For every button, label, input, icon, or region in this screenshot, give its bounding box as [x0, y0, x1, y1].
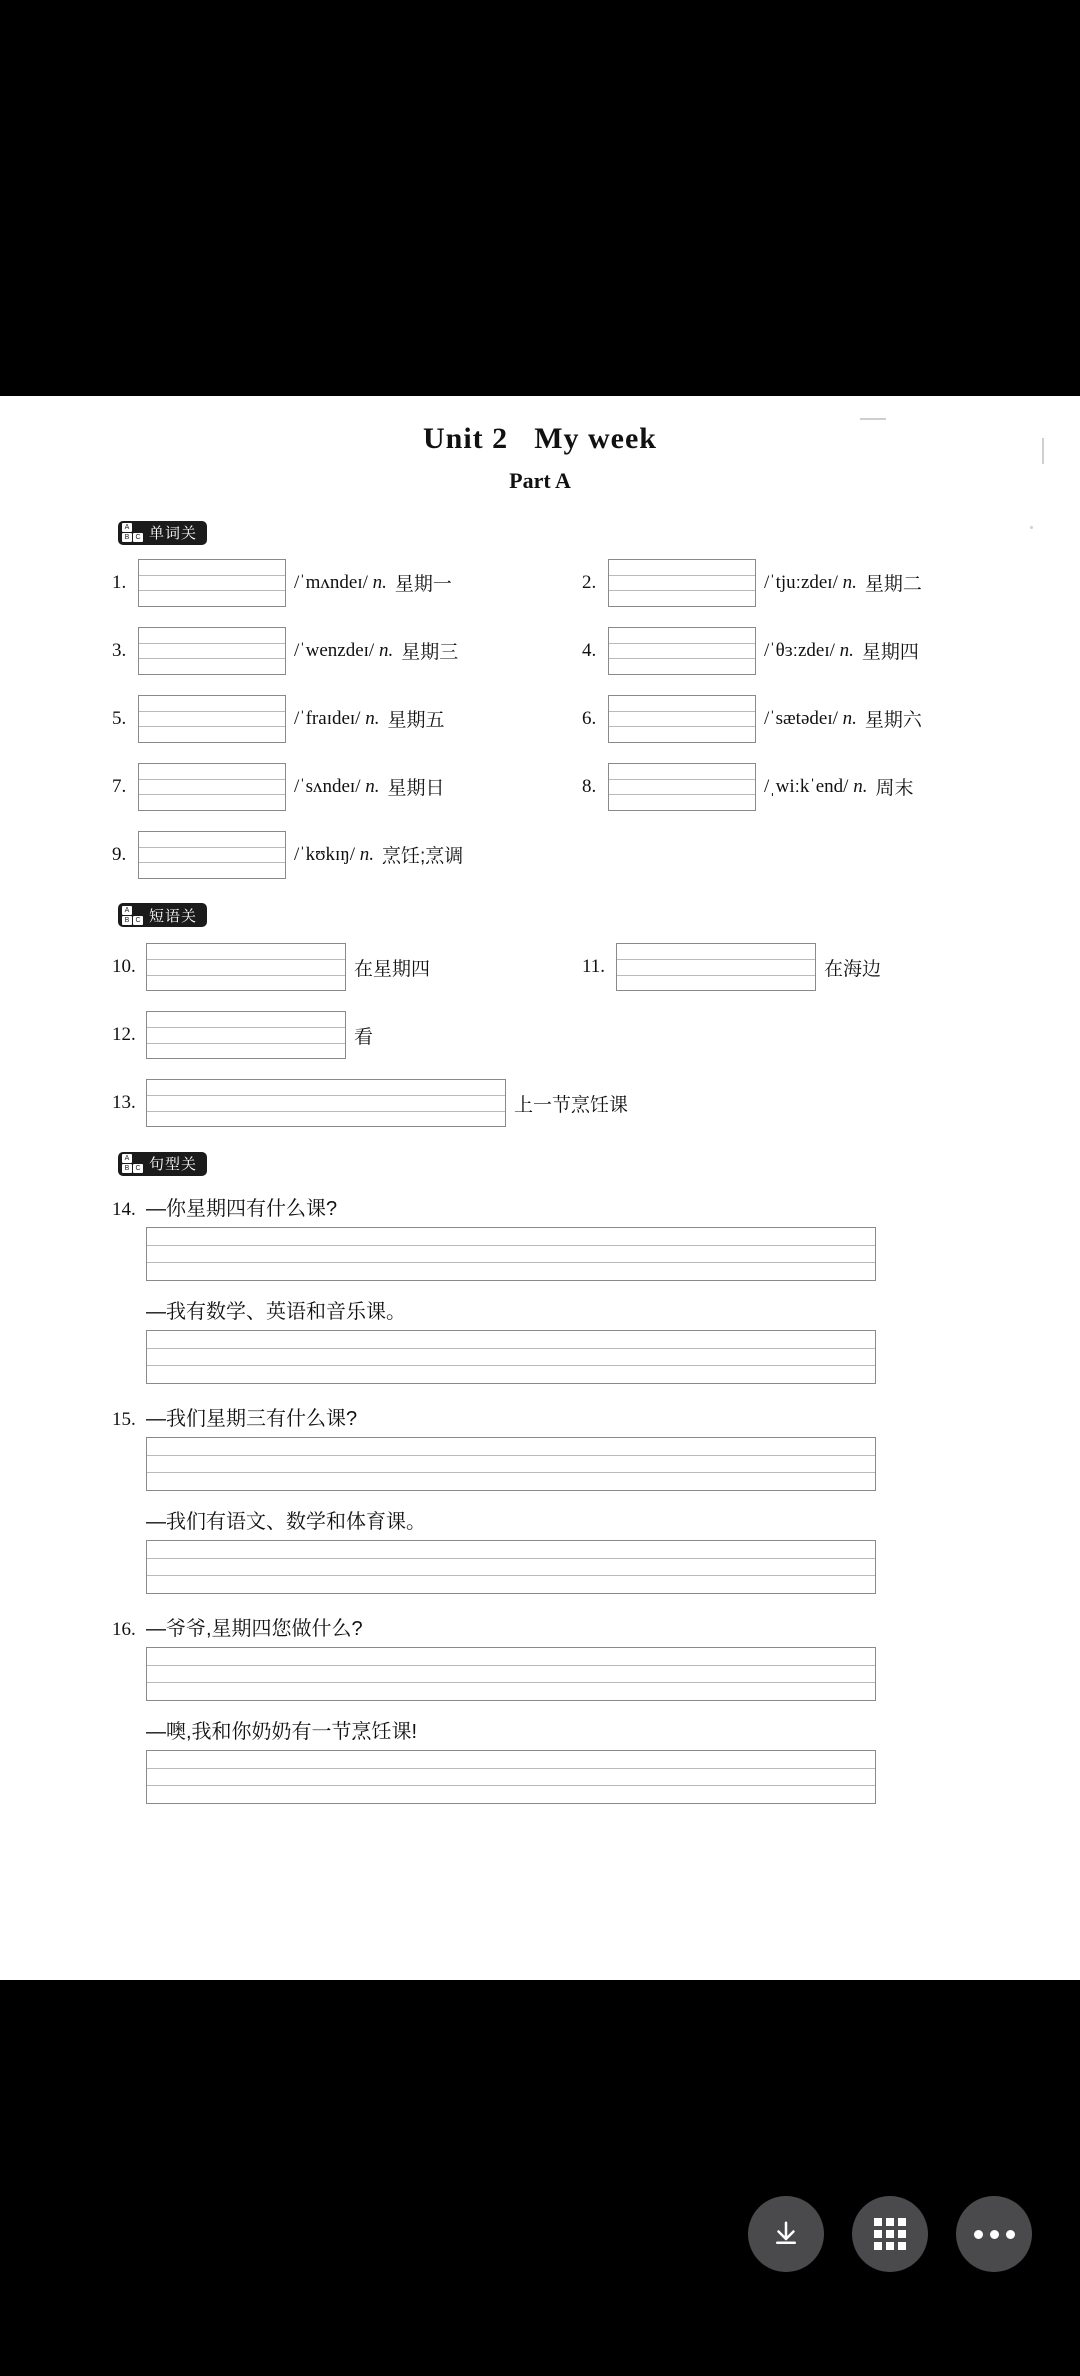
section-header-phrases [0, 899, 1080, 928]
page-edge-mark [860, 418, 886, 420]
word-row [112, 763, 1080, 811]
phrase-row [112, 1011, 1080, 1059]
item-number: 2. [582, 571, 597, 593]
phrase-item-10 [112, 943, 582, 991]
answer-blank[interactable] [146, 1647, 876, 1701]
part-title: Part A [509, 468, 571, 493]
more-options-button[interactable] [956, 2196, 1032, 2272]
chinese-meaning: 星期四 [861, 642, 919, 663]
phrase-item-12 [112, 1011, 373, 1059]
download-button[interactable] [748, 2196, 824, 2272]
item-number: 12. [112, 1024, 136, 1045]
chinese-meaning: 星期二 [864, 574, 922, 595]
section-header-words [0, 516, 1080, 545]
item-number: 3. [112, 639, 127, 661]
item-number: 6. [582, 707, 597, 729]
item-number: 7. [112, 775, 127, 797]
sentence-item-15 [112, 1402, 1080, 1594]
answer-lines[interactable] [146, 1647, 1080, 1701]
section-badge-phrases [118, 903, 207, 927]
answer-blank[interactable] [608, 695, 756, 743]
chinese-meaning: 星期一 [394, 574, 452, 595]
word-item-8 [582, 763, 1052, 811]
question-text: —你星期四有什么课? [146, 1197, 338, 1220]
phrase-row [112, 1079, 1080, 1127]
item-number: 14. [112, 1198, 136, 1220]
chinese-meaning: 上一节烹饪课 [514, 1094, 629, 1116]
word-row [112, 627, 1080, 675]
section-badge-label: 句型关 [149, 1156, 198, 1173]
answer-blank[interactable] [138, 831, 286, 879]
section-badge-label: 短语关 [149, 907, 198, 925]
word-row [112, 695, 1080, 743]
phonetic: /ˈfraɪdeɪ/ n. [294, 707, 380, 729]
sentence-question [112, 1612, 1080, 1641]
phonetic: /ˈsætədeɪ/ n. [764, 707, 857, 729]
item-number: 10. [112, 956, 136, 977]
item-number: 13. [112, 1092, 136, 1113]
word-item-7 [112, 763, 582, 811]
question-text: —我们星期三有什么课? [146, 1407, 358, 1430]
chinese-meaning: 在星期四 [354, 958, 431, 980]
phonetic: /ˈsʌndeɪ/ n. [294, 775, 380, 797]
phonetic: /ˈtjuːzdeɪ/ n. [764, 571, 857, 593]
word-list [0, 559, 1080, 879]
abc-icon: A B C [122, 523, 143, 542]
more-icon [974, 2230, 1015, 2239]
section-badge-label: 单词关 [149, 525, 198, 542]
item-number: 8. [582, 775, 597, 797]
phrase-list [0, 943, 1080, 1127]
unit-name: My week [534, 422, 657, 455]
sentence-list [0, 1192, 1080, 1804]
chinese-meaning: 星期五 [387, 710, 445, 731]
word-row [112, 831, 1080, 879]
phonetic: /ˌwiːkˈend/ n. [764, 775, 868, 797]
page-edge-mark [1030, 526, 1033, 529]
sentence-answer: —噢,我和你奶奶有一节烹饪课! [146, 1720, 418, 1743]
item-number: 16. [112, 1618, 136, 1640]
phonetic: /ˈmʌndeɪ/ n. [294, 571, 387, 593]
item-number: 15. [112, 1408, 136, 1430]
chinese-meaning: 星期日 [387, 778, 445, 799]
abc-icon: A B C [122, 1154, 143, 1173]
sentence-question [112, 1402, 1080, 1431]
answer-blank[interactable] [146, 1750, 876, 1804]
answer-blank[interactable] [146, 1437, 876, 1491]
word-item-1 [112, 559, 582, 607]
answer-blank[interactable] [146, 1540, 876, 1594]
answer-lines[interactable] [146, 1540, 1080, 1594]
phrase-row [112, 943, 1080, 991]
word-item-6 [582, 695, 1052, 743]
phrase-item-11 [582, 943, 881, 991]
chinese-meaning: 星期三 [401, 642, 459, 663]
answer-blank[interactable] [146, 1330, 876, 1384]
answer-blank[interactable] [138, 627, 286, 675]
phonetic: /ˈkʊkɪŋ/ n. [294, 843, 374, 865]
answer-blank[interactable] [138, 763, 286, 811]
unit-label: Unit 2 [423, 422, 509, 455]
answer-blank[interactable] [146, 1011, 346, 1059]
answer-blank[interactable] [608, 627, 756, 675]
phonetic: /ˈθɜːzdeɪ/ n. [764, 639, 854, 661]
chinese-meaning: 周末 [875, 778, 914, 799]
page-title [0, 396, 1080, 456]
item-number: 1. [112, 571, 127, 593]
section-badge-words [118, 521, 207, 545]
grid-icon [874, 2218, 906, 2250]
answer-lines[interactable] [146, 1750, 1080, 1804]
answer-blank[interactable] [146, 1227, 876, 1281]
answer-blank[interactable] [138, 559, 286, 607]
chinese-meaning: 在海边 [824, 958, 882, 980]
download-icon [771, 2219, 801, 2249]
sentence-answer: —我们有语文、数学和体育课。 [146, 1510, 426, 1533]
section-badge-sentences [118, 1152, 207, 1176]
abc-icon: A B C [122, 906, 143, 925]
chinese-meaning: 星期六 [864, 710, 922, 731]
answer-blank[interactable] [608, 559, 756, 607]
phonetic: /ˈwenzdeɪ/ n. [294, 639, 394, 661]
item-number: 4. [582, 639, 597, 661]
answer-blank[interactable] [138, 695, 286, 743]
sentence-item-16 [112, 1612, 1080, 1804]
grid-view-button[interactable] [852, 2196, 928, 2272]
sentence-answer: —我有数学、英语和音乐课。 [146, 1300, 406, 1323]
word-row [112, 559, 1080, 607]
answer-lines[interactable] [146, 1227, 1080, 1281]
toolbar-buttons [748, 2196, 1032, 2272]
section-header-sentences [0, 1147, 1080, 1176]
answer-blank[interactable] [616, 943, 816, 991]
worksheet-content [0, 396, 1080, 1980]
item-number: 9. [112, 843, 127, 865]
answer-blank[interactable] [608, 763, 756, 811]
chinese-meaning: 烹饪;烹调 [382, 846, 464, 867]
sentence-question [112, 1192, 1080, 1221]
answer-blank[interactable] [146, 1079, 506, 1127]
bottom-toolbar [0, 1980, 1080, 2376]
phrase-item-13 [112, 1079, 628, 1127]
word-item-5 [112, 695, 582, 743]
answer-blank[interactable] [146, 943, 346, 991]
chinese-meaning: 看 [354, 1026, 374, 1048]
answer-lines[interactable] [146, 1330, 1080, 1384]
question-text: —爷爷,星期四您做什么? [146, 1617, 363, 1640]
item-number: 11. [582, 956, 606, 977]
word-item-3 [112, 627, 582, 675]
word-item-2 [582, 559, 1052, 607]
word-item-9 [112, 831, 582, 879]
document-page[interactable] [0, 396, 1080, 1980]
answer-lines[interactable] [146, 1437, 1080, 1491]
sentence-item-14 [112, 1192, 1080, 1384]
word-item-4 [582, 627, 1052, 675]
item-number: 5. [112, 707, 127, 729]
page-edge-mark [1042, 438, 1044, 464]
